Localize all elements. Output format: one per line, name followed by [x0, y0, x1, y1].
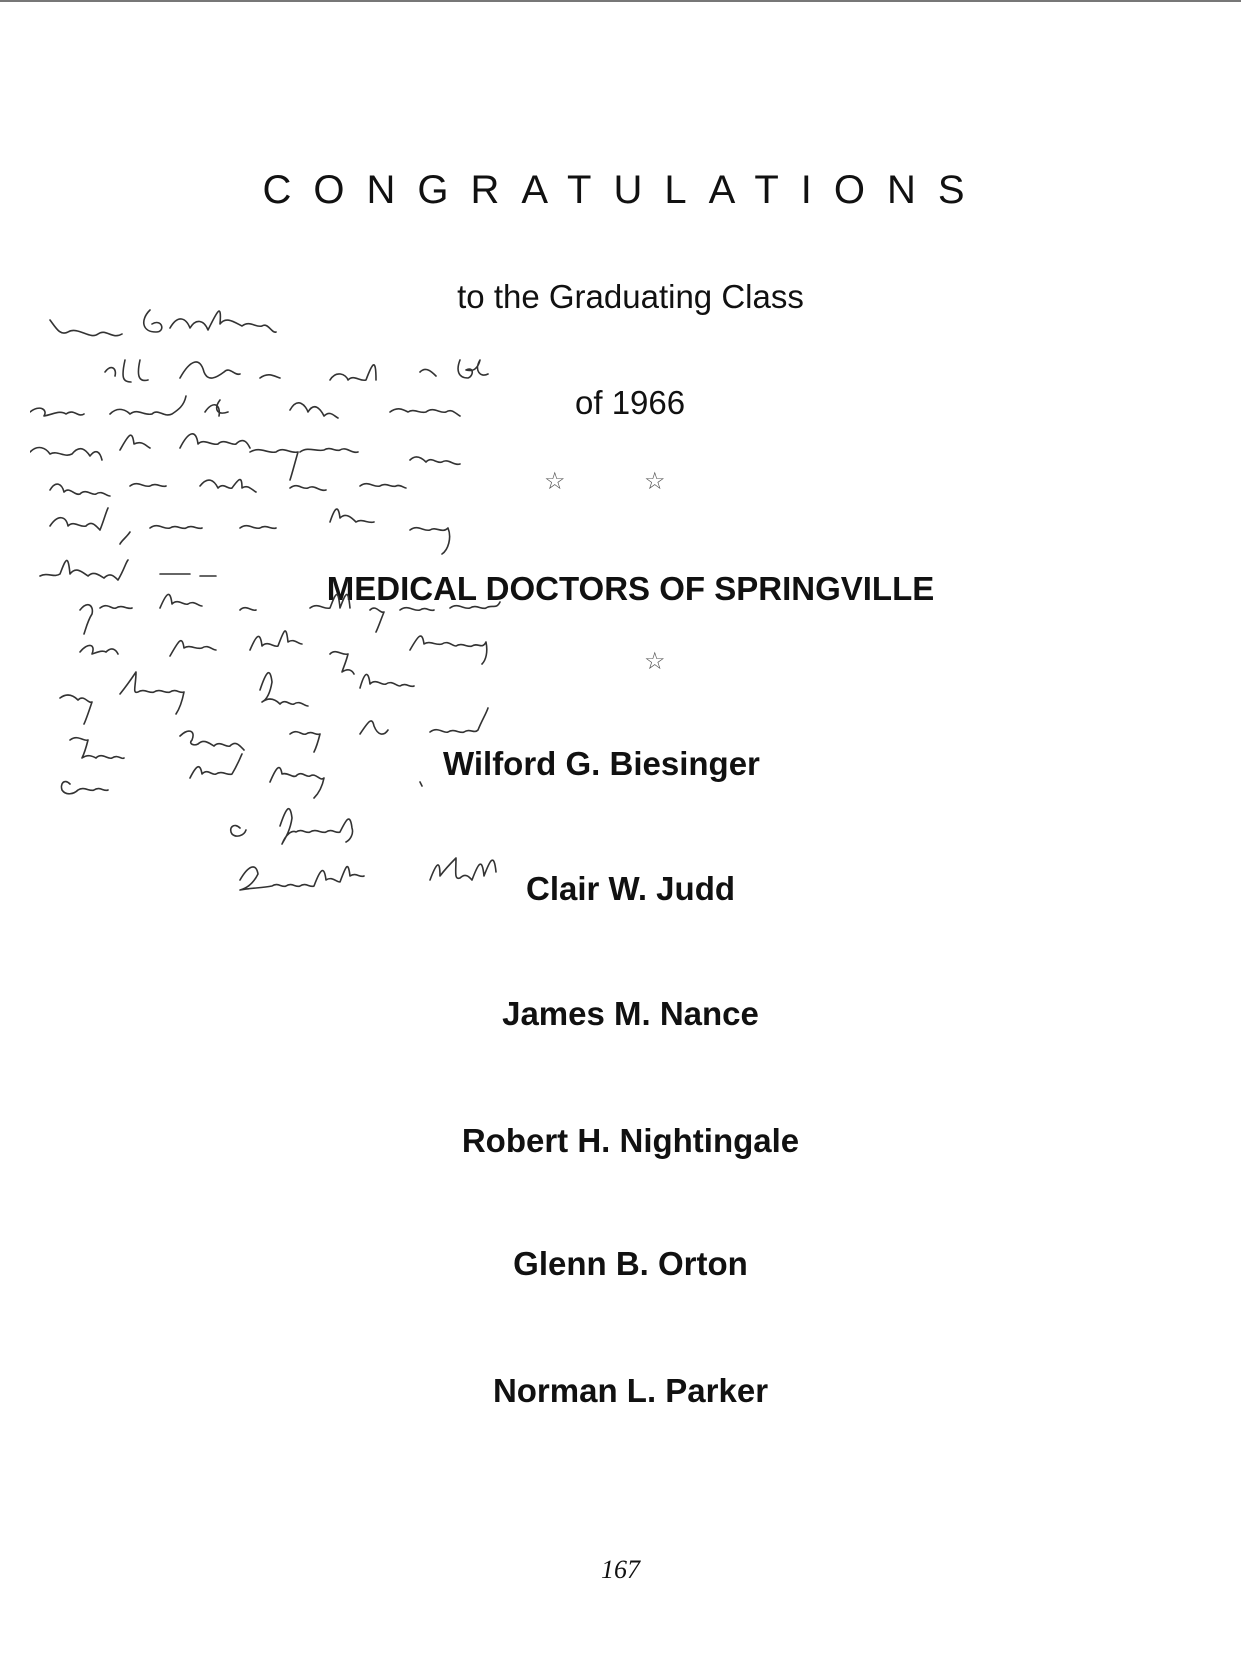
page-number: 167 — [601, 1555, 640, 1584]
star-icon: ☆ — [644, 468, 666, 495]
doctor-name: Robert H. Nightingale — [461, 1122, 800, 1159]
sponsor-name: MEDICAL DOCTORS OF SPRINGVILLE — [326, 570, 935, 607]
star-icon: ☆ — [644, 648, 666, 675]
class-year: of 1966 — [575, 384, 686, 421]
doctor-name: Norman L. Parker — [492, 1372, 769, 1409]
doctor-name: James M. Nance — [502, 995, 759, 1032]
page-title: CONGRATULATIONS — [262, 168, 987, 212]
subtitle: to the Graduating Class — [457, 278, 804, 315]
star-icon: ☆ — [544, 468, 566, 495]
doctor-name: Wilford G. Biesinger — [443, 745, 760, 782]
doctor-name: Clair W. Judd — [525, 870, 736, 907]
doctor-name: Glenn B. Orton — [513, 1245, 748, 1282]
handwritten-inscription — [30, 300, 550, 940]
top-rule — [0, 0, 1241, 2]
